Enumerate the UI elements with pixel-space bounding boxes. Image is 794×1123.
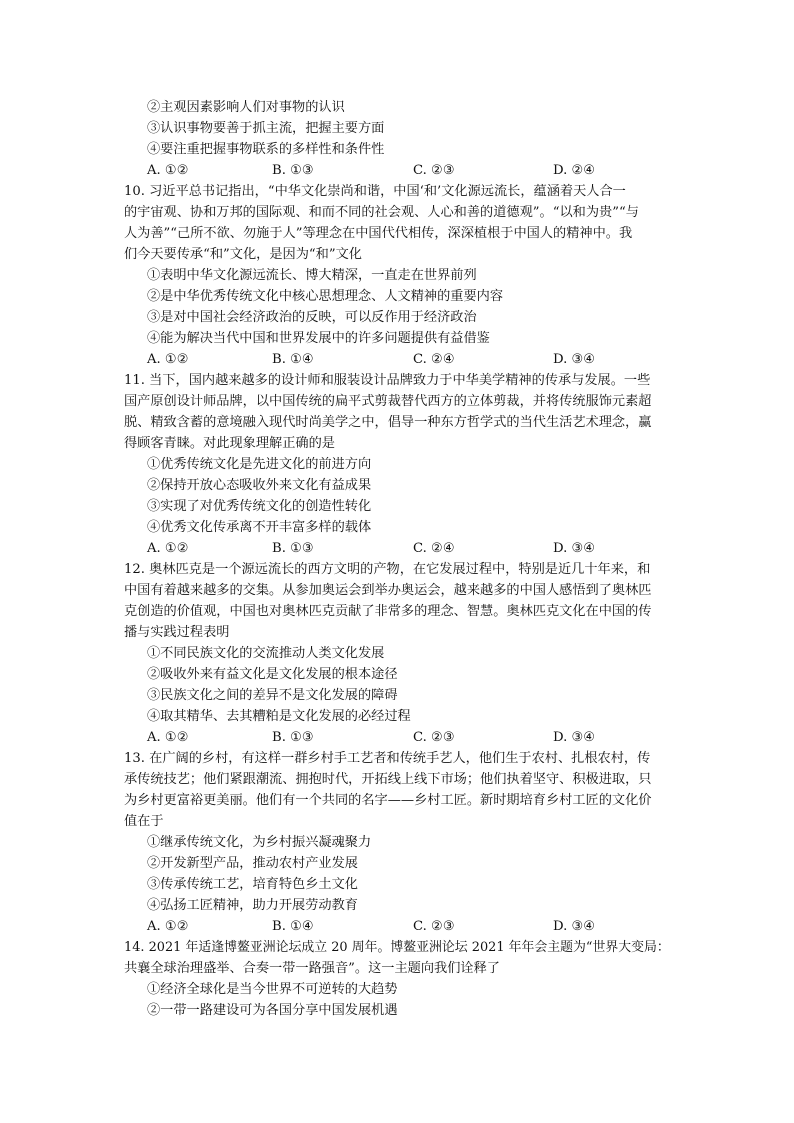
q13-stem: 13. 在广阔的乡村，有这样一群乡村手工艺者和传统手艺人，他们生于农村、扎根农村，传 bbox=[124, 751, 651, 766]
q12-stem: 中国有着越来越多的交集。从参加奥运会到举办奥运会，越来越多的中国人感悟到了奥林匹 bbox=[124, 583, 652, 598]
q10-stem: 的宇宙观、协和万邦的国际观、和而不同的社会观、人心和善的道德观”。“以和为贵”“与 bbox=[124, 205, 639, 220]
q11-stem: 11. 当下，国内越来越多的设计师和服装设计品牌致力于中华美学精神的传承与发展。一些 bbox=[124, 373, 651, 388]
q13-option: ③传承传统工艺，培育特色乡土文化 bbox=[147, 877, 358, 892]
q13-choice-b: B. ①④ bbox=[272, 919, 314, 934]
q12-choice-b: B. ①③ bbox=[272, 730, 314, 745]
q12-choice-a: A. ①② bbox=[147, 730, 189, 745]
q10-stem: 人为善”“己所不欲、勿施于人”等理念在中国代代相传，深深植根于中国人的精神中。我 bbox=[124, 226, 633, 241]
q9-choice-a: A. ①② bbox=[147, 163, 189, 178]
q9-choice-c: C. ②③ bbox=[413, 163, 455, 178]
q9-option: ③认识事物要善于抓主流，把握主要方面 bbox=[147, 121, 385, 136]
q13-choice-c: C. ②③ bbox=[413, 919, 455, 934]
q13-choice-a: A. ①② bbox=[147, 919, 189, 934]
q11-stem: 得顾客青睐。对此现象理解正确的是 bbox=[124, 436, 335, 451]
q12-option: ④取其精华、去其糟粕是文化发展的必经过程 bbox=[147, 709, 411, 724]
q12-choice-c: C. ②③ bbox=[413, 730, 455, 745]
q11-stem: 脱、精致含蓄的意境融入现代时尚美学之中，倡导一种东方哲学式的当代生活艺术理念，赢 bbox=[124, 415, 652, 430]
q12-stem: 播与实践过程表明 bbox=[124, 625, 230, 640]
q13-option: ④弘扬工匠精神，助力开展劳动教育 bbox=[147, 898, 358, 913]
q10-choice-a: A. ①② bbox=[147, 352, 189, 367]
q12-stem: 克创造的价值观，中国也对奥林匹克贡献了非常多的理念、智慧。奥林匹克文化在中国的传 bbox=[124, 604, 652, 619]
q11-choice-d: D. ③④ bbox=[553, 541, 596, 556]
q9-option: ④要注重把握事物联系的多样性和条件性 bbox=[147, 142, 385, 157]
q11-option: ③实现了对优秀传统文化的创造性转化 bbox=[147, 499, 372, 514]
q11-choice-a: A. ①② bbox=[147, 541, 189, 556]
q14-option: ②一带一路建设可为各国分享中国发展机遇 bbox=[147, 1003, 398, 1018]
q11-option: ④优秀文化传承离不开丰富多样的载体 bbox=[147, 520, 372, 535]
q11-option: ②保持开放心态吸收外来文化有益成果 bbox=[147, 478, 372, 493]
q14-stem: 14. 2021 年适逢博鳌亚洲论坛成立 20 周年。博鳌亚洲论坛 2021 年年会主题为“世界大变局： bbox=[124, 940, 670, 955]
q10-option: ①表明中华文化源远流长、博大精深，一直走在世界前列 bbox=[147, 268, 477, 283]
q13-option: ②开发新型产品，推动农村产业发展 bbox=[147, 856, 358, 871]
q14-option: ①经济全球化是当今世界不可逆转的大趋势 bbox=[147, 982, 398, 997]
q13-stem: 为乡村更富裕更美丽。他们有一个共同的名字——乡村工匠。新时期培育乡村工匠的文化价 bbox=[124, 793, 652, 808]
q10-option: ②是中华优秀传统文化中核心思想理念、人文精神的重要内容 bbox=[147, 289, 504, 304]
q13-choice-d: D. ③④ bbox=[553, 919, 596, 934]
q12-choice-d: D. ③④ bbox=[553, 730, 596, 745]
q11-choice-b: B. ①③ bbox=[272, 541, 314, 556]
q10-choice-c: C. ②④ bbox=[413, 352, 455, 367]
q14-stem: 共襄全球治理盛举、合奏一带一路强音”。这一主题向我们诠释了 bbox=[124, 961, 500, 976]
q10-choice-d: D. ③④ bbox=[553, 352, 596, 367]
q9-choice-b: B. ①③ bbox=[272, 163, 314, 178]
q11-option: ①优秀传统文化是先进文化的前进方向 bbox=[147, 457, 372, 472]
q10-option: ③是对中国社会经济政治的反映，可以反作用于经济政治 bbox=[147, 310, 477, 325]
q11-choice-c: C. ②④ bbox=[413, 541, 455, 556]
q13-stem: 值在于 bbox=[124, 814, 164, 829]
q12-stem: 12. 奥林匹克是一个源远流长的西方文明的产物，在它发展过程中，特别是近几十年来，和 bbox=[124, 562, 651, 577]
q10-stem: 们今天要传承“和”文化，是因为“和”文化 bbox=[124, 247, 362, 262]
q12-option: ②吸收外来有益文化是文化发展的根本途径 bbox=[147, 667, 398, 682]
q12-option: ③民族文化之间的差异不是文化发展的障碍 bbox=[147, 688, 398, 703]
q12-option: ①不同民族文化的交流推动人类文化发展 bbox=[147, 646, 385, 661]
q10-stem: 10. 习近平总书记指出，“中华文化崇尚和谐，中国‘和’文化源远流长，蕴涵着天人合一 bbox=[124, 184, 626, 199]
q9-choice-d: D. ②④ bbox=[553, 163, 596, 178]
q13-option: ①继承传统文化，为乡村振兴凝魂聚力 bbox=[147, 835, 372, 850]
q13-stem: 承传统技艺；他们紧跟潮流、拥抱时代，开拓线上线下市场；他们执着坚守、积极进取，只 bbox=[124, 772, 652, 787]
q10-choice-b: B. ①④ bbox=[272, 352, 314, 367]
q11-stem: 国产原创设计师品牌，以中国传统的扁平式剪裁替代西方的立体剪裁，并将传统服饰元素超 bbox=[124, 394, 652, 409]
q9-option: ②主观因素影响人们对事物的认识 bbox=[147, 100, 345, 115]
q10-option: ④能为解决当代中国和世界发展中的许多问题提供有益借鉴 bbox=[147, 331, 490, 346]
